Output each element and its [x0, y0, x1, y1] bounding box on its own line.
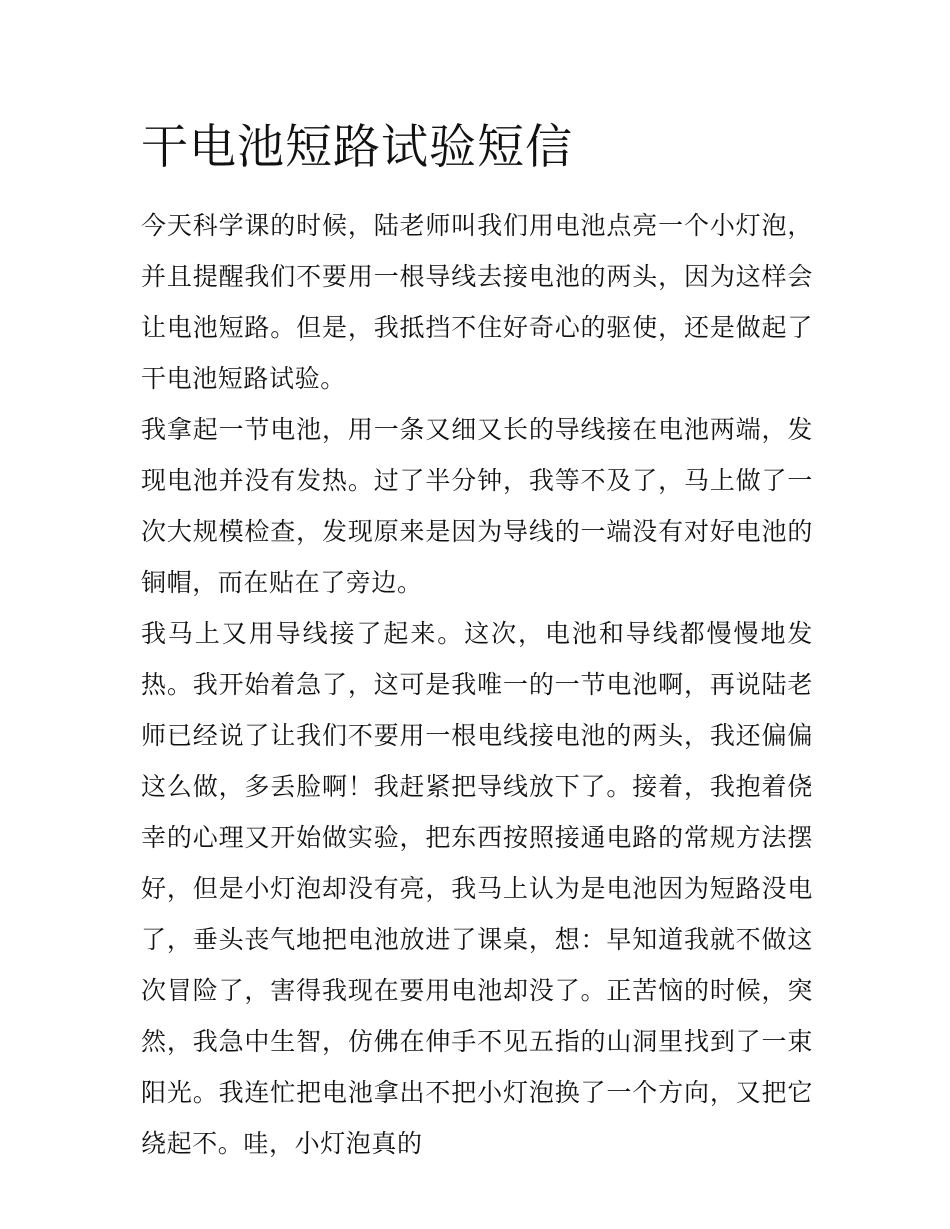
document-page	[141, 118, 813, 1169]
document-body	[141, 200, 813, 1169]
paragraph-1: 今天科学课的时候，陆老师叫我们用电池点亮一个小灯泡，并且提醒我们不要用一根导线去接电池的两头，因为这样会让电池短路。但是，我抵挡不住好奇心的驱使，还是做起了干电池短路试验。	[141, 211, 813, 393]
paragraph-3: 我马上又用导线接了起来。这次，电池和导线都慢慢地发热。我开始着急了，这可是我唯一的一节电池啊，再说陆老师已经说了让我们不要用一根电线接电池的两头，我还偏偏这么做，多丢脸啊！我赶紧把导线放下了。接着，我抱着侥幸的心理又开始做实验，把东西按照接通电路的常规方法摆好，但是小灯泡却没有亮，我马上认为是电池因为短路没电了，垂头丧气地把电池放进了课桌，想：早知道我就不做这次冒险了，害得我现在要用电池却没了。正苦恼的时候，突然，我急中生智，仿佛在伸手不见五指的山洞里找到了一束阳光。我连忙把电池拿出不把小灯泡换了一个方向，又把它绕起不。哇，小灯泡真的	[141, 619, 813, 1158]
paragraph-2: 我拿起一节电池，用一条又细又长的导线接在电池两端，发现电池并没有发热。过了半分钟，我等不及了，马上做了一次大规模检查，发现原来是因为导线的一端没有对好电池的铜帽，而在贴在了旁边。	[141, 415, 813, 597]
document-title: 干电池短路试验短信	[141, 120, 573, 175]
